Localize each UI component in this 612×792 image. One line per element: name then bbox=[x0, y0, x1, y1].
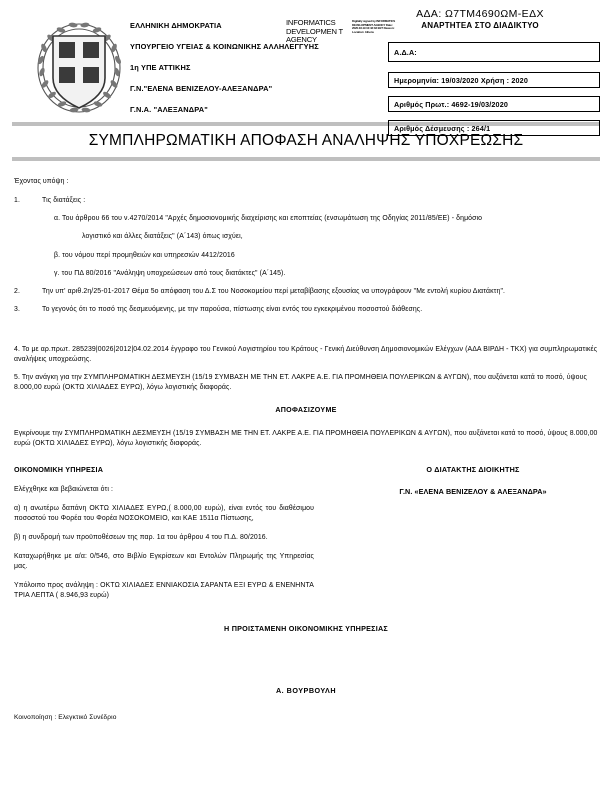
cc-line: Κοινοποίηση : Ελεγκτικό Συνέδριο bbox=[14, 713, 117, 721]
list-item-3-text: Το γεγονός ότι το ποσό της δεσμευόμενης, με την παρούσα, πίστωσης είναι εντός του εγκεκριμένου ποσοστού διάθεσης. bbox=[42, 306, 423, 313]
org-line-hospital-unit: Γ.Ν.Α. "ΑΛΕΞΑΝΔΡΑ" bbox=[130, 104, 208, 114]
list-item-1a-cont: λογιστικό και άλλες διατάξεις" (Α΄143) όπως ισχύει, bbox=[82, 233, 243, 240]
info-boxes bbox=[388, 42, 600, 136]
list-item-2-text: Την υπ' αριθ.2η/25-01-2017 Θέμα 5ο απόφαση του Δ.Σ του Νοσοκομείου περί μεταβίβασης εξουσίας να υπογράφουν "Με εντολή κυρίου Διατάκτη". bbox=[42, 288, 506, 295]
list-item-1-text: Τις διατάξεις : bbox=[42, 197, 86, 204]
financial-registration-line: Καταχωρήθηκε με α/α: 0/546, στο Βιβλίο Εγκρίσεων και Εντολών Πληρωμής της Υπηρεσίας μας. bbox=[14, 552, 314, 570]
list-item-2 bbox=[14, 287, 598, 297]
financial-service-heading: ΟΙΚΟΝΟΜΙΚΗ ΥΠΗΡΕΣΙΑ bbox=[14, 465, 104, 475]
list-item-1 bbox=[14, 196, 598, 206]
list-item-3 bbox=[14, 305, 598, 315]
org-line-ministry: ΥΠΟΥΡΓΕΙΟ ΥΓΕΙΑΣ & ΚΟΙΝΩΝΙΚΗΣ ΑΛΛΗΛΕΓΓΥΗΣ bbox=[130, 41, 319, 51]
info-box-date: Ημερομηνία: 19/03/2020 Χρήση : 2020 bbox=[388, 72, 600, 88]
list-item-1c: γ. του ΠΔ 80/2016 "Ανάληψη υποχρεώσεων από τους διατάκτες" (Α΄145). bbox=[54, 270, 286, 277]
signer-name: Α. ΒΟΥΡΒΟΥΛΗ bbox=[275, 686, 337, 696]
org-line-region: 1η ΥΠΕ ΑΤΤΙΚΗΣ bbox=[130, 62, 191, 72]
info-box-ada: Α.Δ.Α: bbox=[388, 42, 600, 62]
body-spacer bbox=[14, 323, 598, 345]
financial-balance-line: Υπόλοιπο προς ανάληψη : ΟΚΤΩ ΧΙΛΙΑΔΕΣ ΕΝΝΙΑΚΟΣΙΑ ΣΑΡΑΝΤΑ ΕΞΙ ΕΥΡΩ & ΕΝΕΝΗΝΤΑ ΤΡΙΑ ΛΕΠΤΑ ( 8.946,93 ευρώ) bbox=[14, 581, 314, 599]
list-item-5: 5. Την ανάγκη για την ΣΥΜΠΛΗΡΩΜΑΤΙΚΗ ΔΕΣΜΕΥΣΗ (15/19 ΣΥΜΒΑΣΗ ΜΕ ΤΗΝ ΕΤ. ΛΑΚΡΕ Α.Ε. ΓΙΑ ΠΡΟΜΗΘΕΙΑ ΠΟΥΛΕΡΙΚΩΝ & ΑΥΓΩΝ), που αυξάνεται κατά το ποσό, ύψους 8.000,00 ευρώ (ΟΚΤΩ ΧΙΛΙΑΔΕΣ ΕΥΡΩ), λόγω λογιστικής διαφοράς. bbox=[14, 374, 587, 391]
list-item-1-number: 1. bbox=[14, 197, 20, 204]
signature-agency-label: INFORMATICS DEVELOPMEN T AGENCY bbox=[286, 18, 343, 44]
list-item-1b: β. του νόμου περί προμηθειών και υπηρεσιών 4412/2016 bbox=[54, 252, 235, 259]
commander-hospital: Γ.Ν. «ΕΛΕΝΑ ΒΕΝΙΖΕΛΟΥ & ΑΛΕΞΑΝΔΡΑ» bbox=[399, 486, 547, 496]
document-body bbox=[0, 177, 612, 722]
financial-verified-line: Ελέγχθηκε και βεβαιώνεται ότι : bbox=[14, 485, 114, 493]
signature-details-text: Digitally signed by INFORMATICS DEVELOPMENT AGENCY Date: 2020.03.19 10:42:33 EET Reason: Location: Athens bbox=[352, 19, 396, 34]
decision-text: Εγκρίνουμε την ΣΥΜΠΛΗΡΩΜΑΤΙΚΗ ΔΕΣΜΕΥΣΗ (15/19 ΣΥΜΒΑΣΗ ΜΕ ΤΗΝ ΕΤ. ΛΑΚΡΕ Α.Ε. ΓΙΑ ΠΡΟΜΗΘΕΙΑ ΠΟΥΛΕΡΙΚΩΝ & ΑΥΓΩΝ), που αυξάνεται κατά το ποσό, ύψους 8.000,00 ευρώ (ΟΚΤΩ ΧΙΛΙΑΔΕΣ ΕΥΡΩ), λόγω λογιστικής διαφοράς. bbox=[14, 430, 598, 448]
commander-column bbox=[348, 465, 598, 497]
info-box-protocol-number: Αριθμός Πρωτ.: 4692-19/03/2020 bbox=[388, 96, 600, 112]
ada-subtitle: ΑΝΑΡΤΗΤΕΑ ΣΤΟ ΔΙΑΔΙΚΤΥΟ bbox=[421, 21, 539, 31]
list-item-2-number: 2. bbox=[14, 288, 20, 295]
list-item-4: 4. Το με αρ.πρωτ. 285239|0026|2012|04.02.2014 έγγραφο του Γενικού Λογιστηρίου του Κράτους - Γενική Διεύθυνση Δημοσιονομικών Ελέγχων (ΑΔΑ ΒΙΡΔΗ - ΤΚΧ) για συμπληρωματικές αναλήψεις υποχρεώσης. bbox=[14, 346, 598, 363]
financial-line-b: β) η συνδρομή των προϋποθέσεων της παρ. 1α του άρθρου 4 του Π.Δ. 80/2016. bbox=[14, 533, 268, 541]
financial-service-column bbox=[14, 465, 314, 609]
ada-code: ΑΔΑ: Ω7ΤΜ4690ΩΜ-ΕΔΧ bbox=[416, 8, 544, 20]
org-line-hospital: Γ.Ν."ΕΛΕΝΑ ΒΕΝΙΖΕΛΟΥ-ΑΛΕΞΑΝΔΡΑ" bbox=[130, 83, 273, 93]
list-item-3-number: 3. bbox=[14, 306, 20, 313]
ada-header bbox=[360, 8, 600, 32]
supervisor-title: Η ΠΡΟΙΣΤΑΜΕΝΗ ΟΙΚΟΝΟΜΙΚΗΣ ΥΠΗΡΕΣΙΑΣ bbox=[224, 623, 388, 633]
org-line-country: ΕΛΛΗΝΙΚΗ ΔΗΜΟΚΡΑΤΙΑ bbox=[130, 21, 222, 30]
page-title: ΣΥΜΠΛΗΡΩΜΑΤΙΚΗ ΑΠΟΦΑΣΗ ΑΝΑΛΗΨΗΣ ΥΠΟΧΡΕΩΣΗΣ bbox=[88, 132, 524, 149]
list-item-1a: α. Του άρθρου 66 του ν.4270/2014 "Αρχές δημοσιονομικής διαχείρισης και εποπτείας (ενσωμάτωση της Οδηγίας 2011/85/ΕΕ) - δημόσιο bbox=[54, 215, 483, 222]
info-box-commitment-number: Αριθμός Δέσμευσης : 264/1 bbox=[388, 120, 600, 136]
body-lead: Έχοντας υπόψη : bbox=[14, 178, 69, 185]
signature-columns bbox=[14, 465, 598, 609]
title-rule-bottom bbox=[12, 157, 600, 161]
commander-title: Ο ΔΙΑΤΑΚΤΗΣ ΔΙΟΙΚΗΤΗΣ bbox=[426, 465, 520, 475]
greek-coat-of-arms-icon bbox=[33, 20, 125, 116]
financial-line-a: α) η ανωτέρω δαπάνη ΟΚΤΩ ΧΙΛΙΑΔΕΣ ΕΥΡΩ,( 8.000,00 ευρώ), είναι εντός του διαθέσιμου ποσοστού του Φορέα του Φορέα ΝΟΣΟΚΟΜΕΙΟ, και ΚΑΕ 1511α Πίστωσης, bbox=[14, 504, 314, 522]
decision-heading: ΑΠΟΦΑΣΙΖΟΥΜΕ bbox=[275, 406, 337, 414]
document-header bbox=[0, 0, 612, 133]
